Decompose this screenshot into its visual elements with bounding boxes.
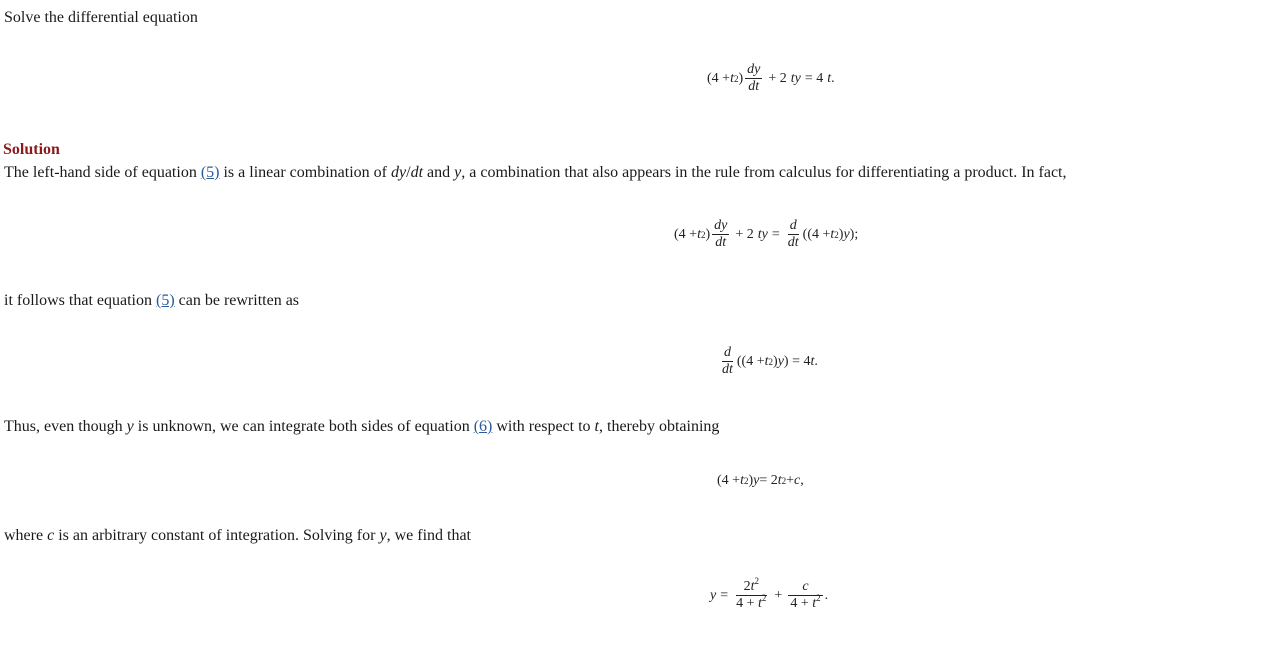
- second-fraction: $\frac{c}{4 + t^2}$: [790, 579, 821, 611]
- equation-6: $\frac{d}{dt}$ ((4 + t 2 ) y ) = 4 t .: [722, 345, 818, 377]
- d-dt-fraction: $\frac{d}{dt}$: [722, 345, 733, 377]
- equation-solution: y = $\frac{2t^2}{4 + t^2}$ + $\frac{c}{4 + t^2}$ .: [710, 576, 829, 611]
- equation-integrated: (4 + t 2 ) y = 2 t 2 + c ,: [717, 473, 804, 488]
- paragraph-arbitrary-constant: where c is an arbitrary constant of integration. Solving for y, we find that: [4, 527, 471, 544]
- equation-1: (4 + t 2 ) $\frac{dy}{dt}$ + 2 ty = 4 t .: [707, 62, 835, 94]
- paragraph-integrate: Thus, even though y is unknown, we can integrate both sides of equation (6) with respect to t, thereby obtaining: [4, 418, 720, 435]
- equation-5-link[interactable]: (5): [200, 164, 220, 181]
- paragraph-rewritten: it follows that equation (5) can be rewritten as: [4, 292, 300, 309]
- solution-heading: Solution: [3, 141, 60, 158]
- d-dt-fraction: $\frac{d}{dt}$: [787, 218, 799, 250]
- dy-dt-fraction: $\frac{dy}{dt}$: [747, 62, 761, 94]
- paragraph-linear-combination: The left-hand side of equation (5) is a linear combination of dy/dt and y, a combination that also appears in the rule from calculus for differentiating a product. In fact,: [4, 164, 1067, 181]
- intro-text: Solve the differential equation: [4, 9, 198, 26]
- equation-5-link[interactable]: (5): [155, 292, 175, 309]
- first-fraction: $\frac{2t^2}{4 + t^2}$: [736, 576, 767, 611]
- equation-product-rule: (4 + t 2 ) $\frac{dy}{dt}$ + 2 ty = $\frac{d}{dt}$ ((4 + t 2 ) y );: [674, 218, 859, 250]
- equation-6-link[interactable]: (6): [473, 418, 493, 435]
- dy-dt-fraction: $\frac{dy}{dt}$: [714, 218, 728, 250]
